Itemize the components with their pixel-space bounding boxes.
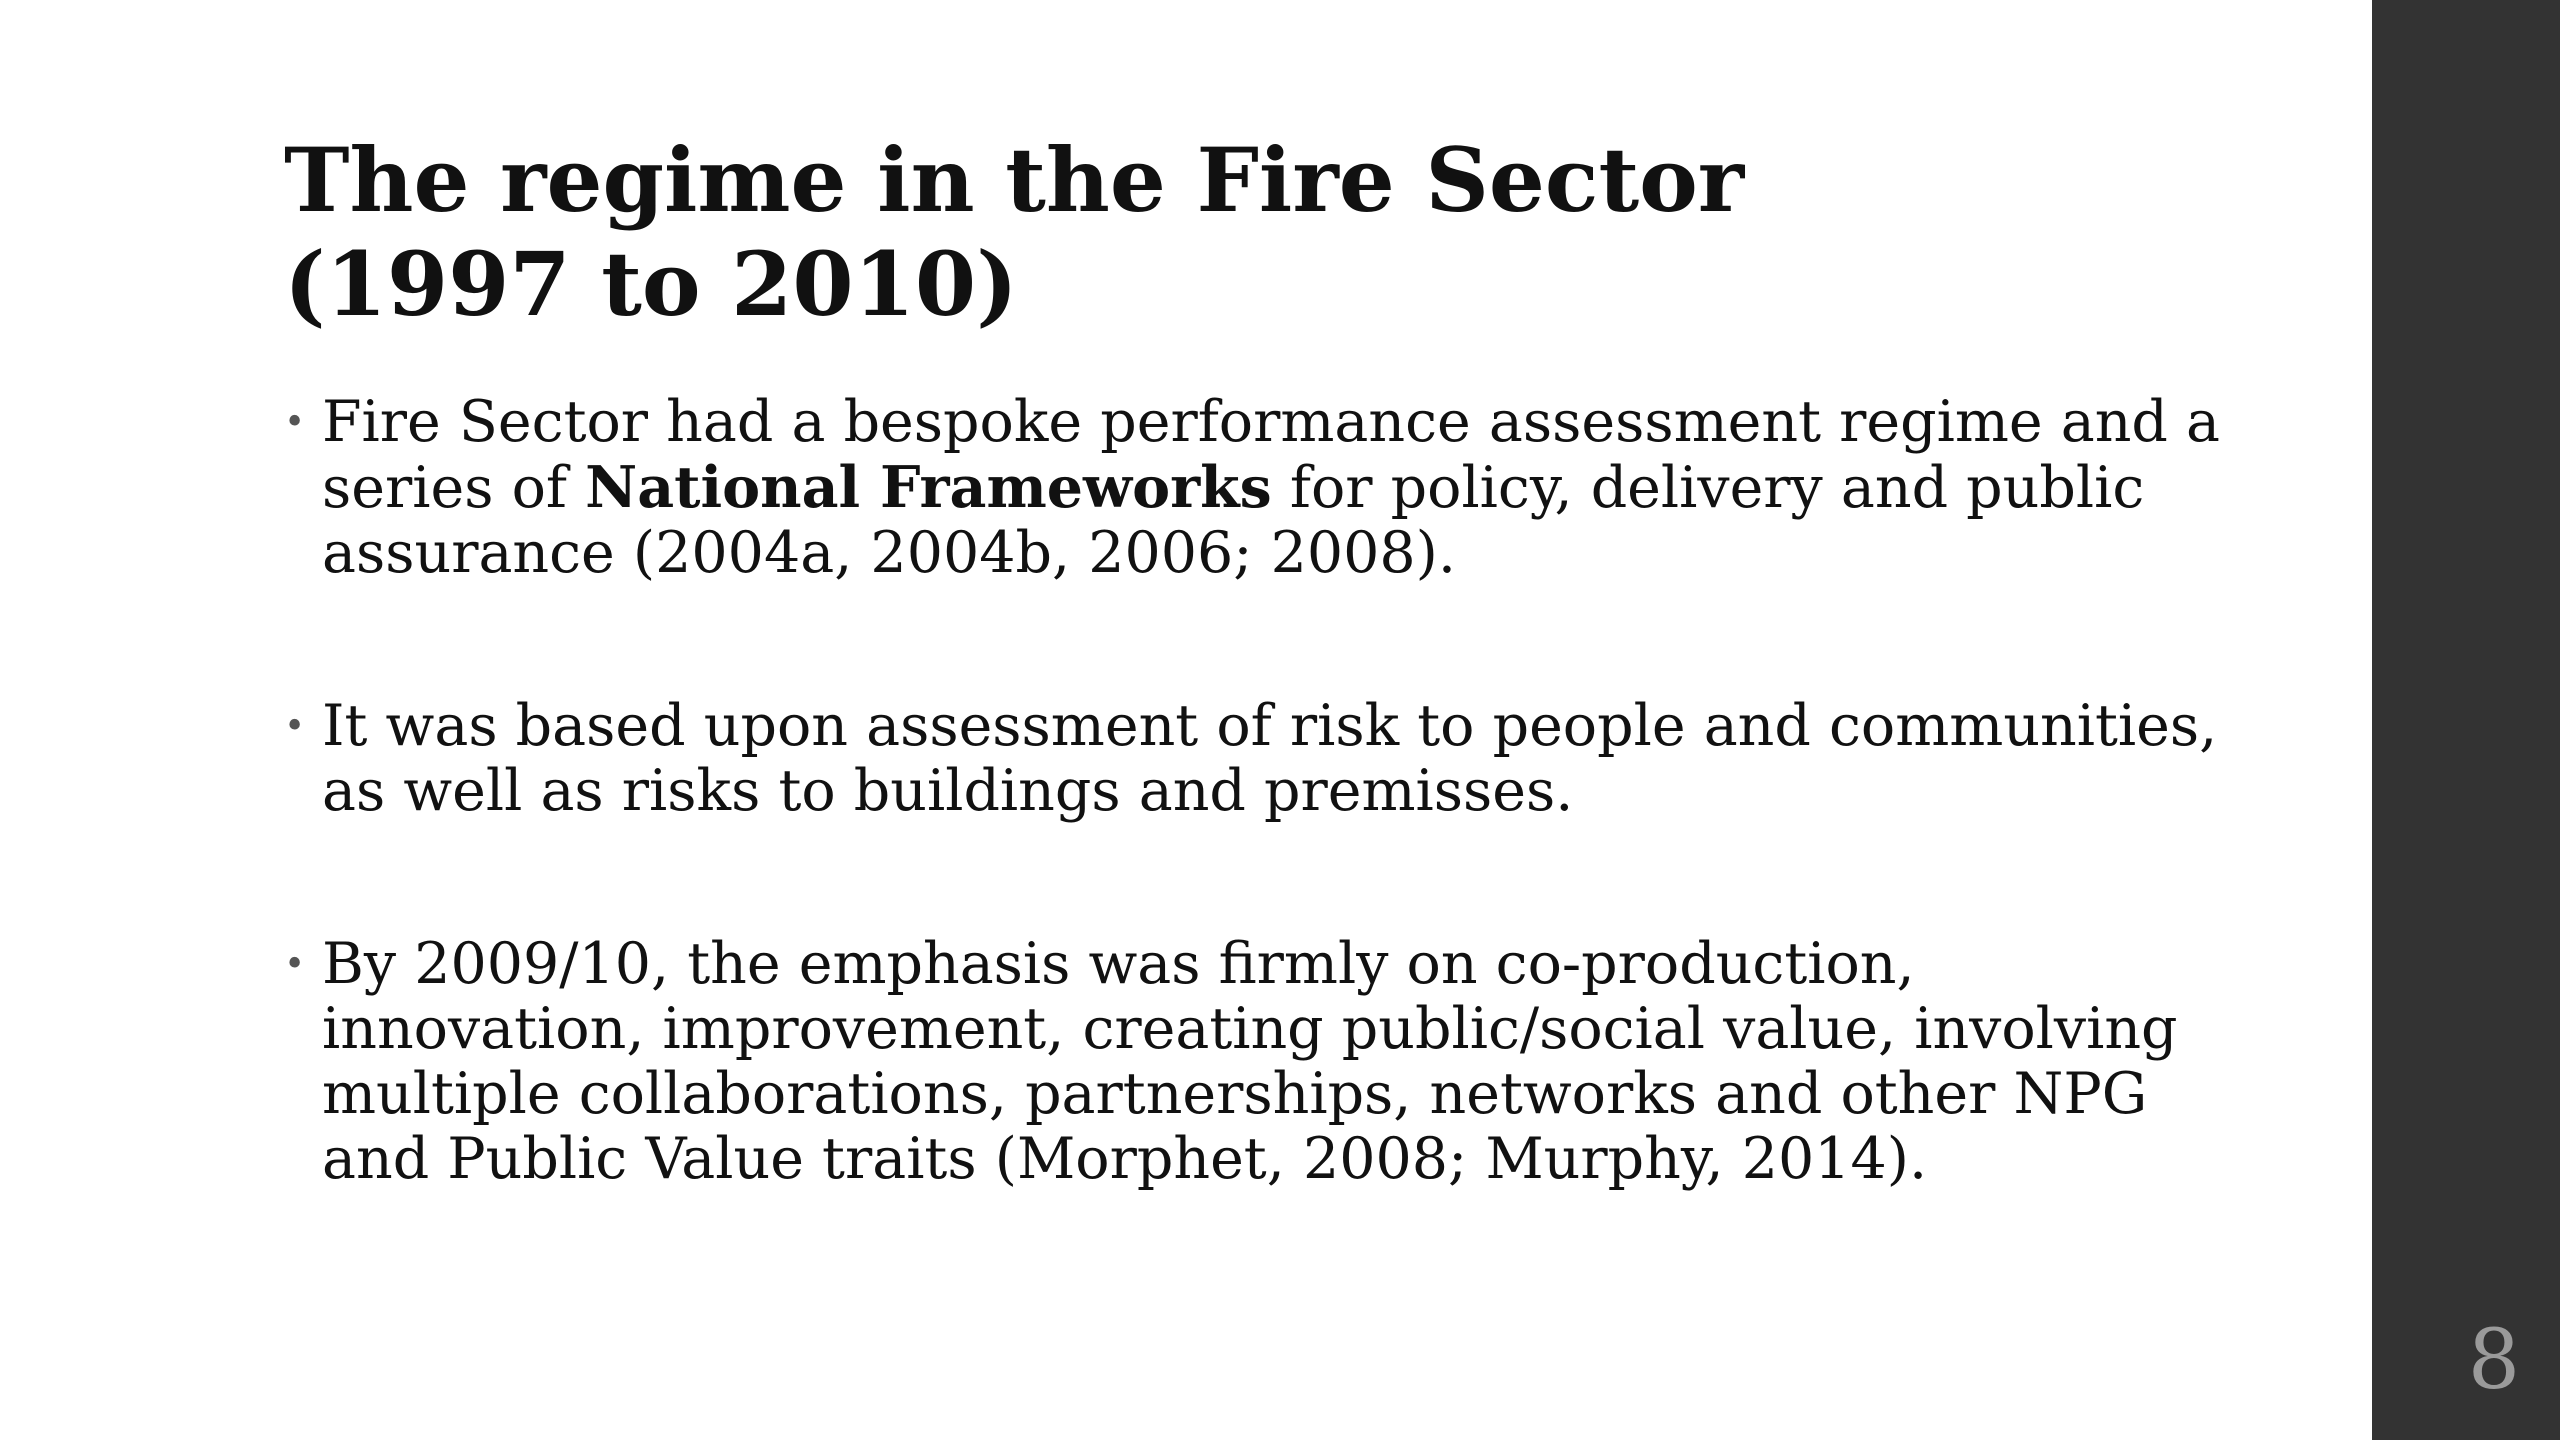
bullet-text: By 2009/10, the emphasis was firmly on co-production, innovation, improvement, creating public/social value, involving multiple collaborations, partnerships, networks and other NPG and Public Value traits (Morphet, 2008; Murphy, 2014).	[322, 931, 2178, 1192]
side-accent-bar	[2372, 0, 2560, 1440]
bullet-item-3	[284, 932, 2224, 1192]
bullet-text: It was based upon assessment of risk to people and communities, as well as risks to buildings and premisses.	[322, 693, 2218, 824]
slide-title-line-1: The regime in the Fire Sector	[284, 128, 1745, 232]
bullet-icon: •	[284, 402, 306, 443]
bullet-item-2	[284, 694, 2224, 824]
bullet-icon: •	[284, 706, 306, 747]
bullet-text-part-2: for policy, delivery and public assurance (2004a, 2004b, 2006; 2008).	[322, 455, 2145, 586]
bullet-bold-text: National Frameworks	[585, 454, 1272, 521]
bullet-list	[284, 390, 2224, 1300]
bullet-text-part-1: Fire Sector had a bespoke performance assessment regime and a series of	[322, 389, 2221, 521]
slide-number: 8	[2467, 1313, 2520, 1408]
bullet-item-1	[284, 390, 2224, 586]
slide-title-line-2: (1997 to 2010)	[284, 232, 1018, 336]
slide-title	[284, 128, 2284, 336]
bullet-icon: •	[284, 944, 306, 985]
